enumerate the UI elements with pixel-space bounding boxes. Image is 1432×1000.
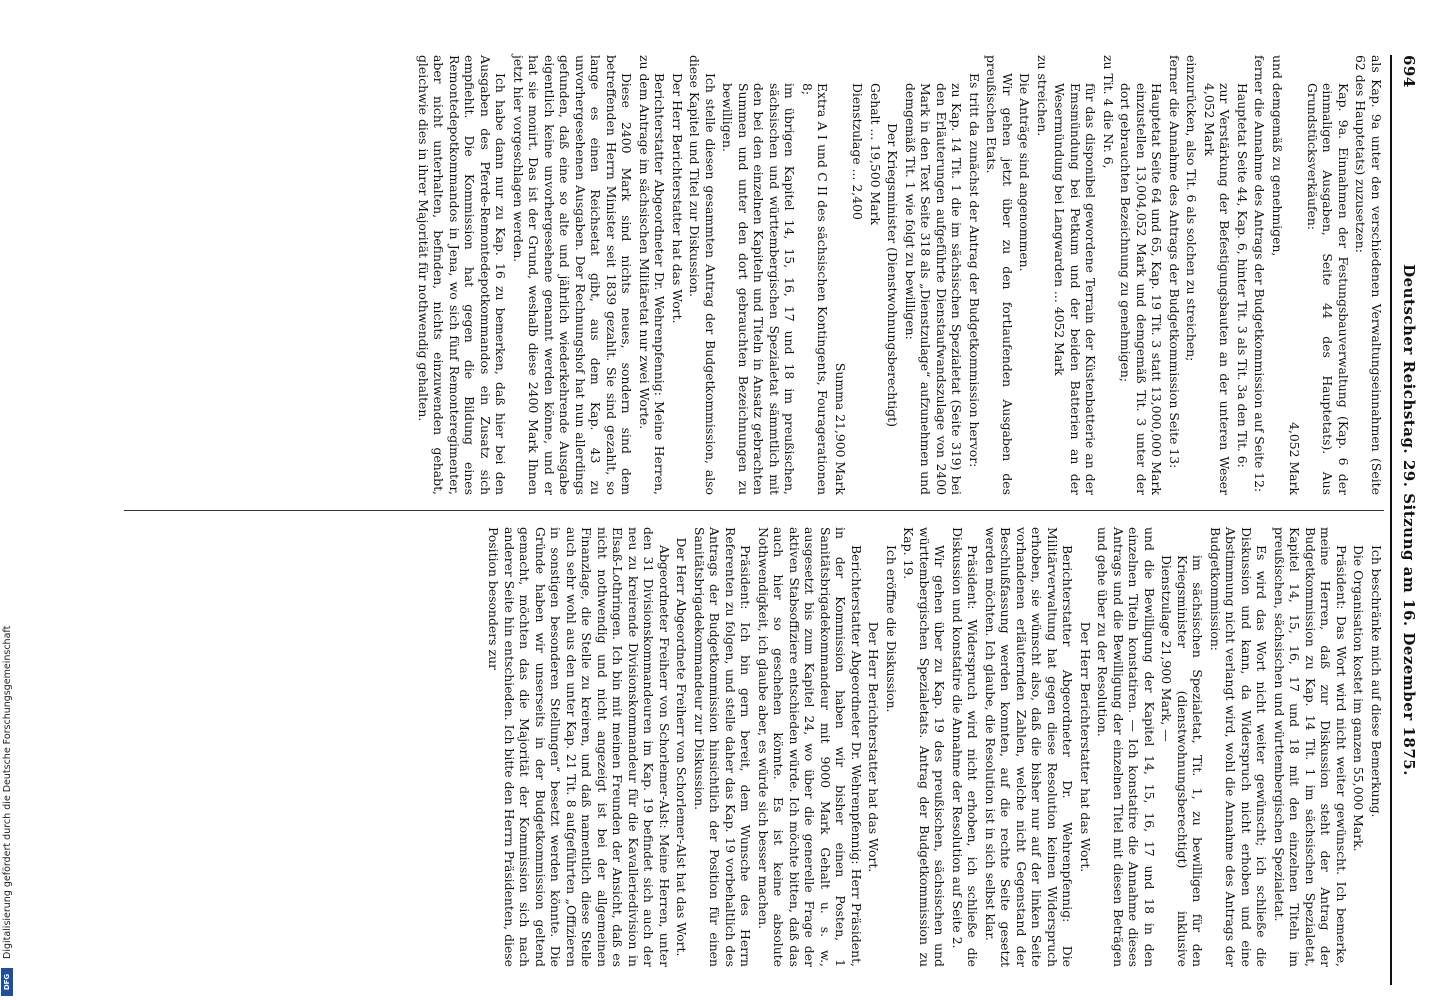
header-rule: [1390, 55, 1392, 985]
paragraph: Es wird das Wort nicht weiter gewünscht; ich schließe die Diskussion und kann, da Widerspruch nicht erhoben und eine Abstimmung nicht verlangt wird, wohl die Annahme des Antrags der Budgetkommission:: [1208, 527, 1270, 967]
sum-line: Dienstzulage ... 2,400: [850, 83, 866, 220]
funding-note: Digitalisierung gefördert durch die Deutsche Forschungsgemeinschaft: [2, 625, 13, 959]
paragraph: Präsident: Widerspruch wird nicht erhoben, ich schließe die Diskussion und konstatire die Annahme der Resolution auf Seite 2.: [950, 527, 981, 967]
paragraph: Der Kriegsminister (Dienstwohnungsberechtigt): [885, 123, 901, 427]
paragraph: Präsident: Das Wort wird nicht weiter gewünscht. Ich bemerke, meine Herren, daß zur Diskussion steht der Antrag der Budgetkommission zu Kap. 14 Tit. 1 im sächsischen Spezialetat, Kapitel 14, 15, 16, 17 und 18 mit den einzelnen Titeln im preußischen, sächsischen und württembergischen Spezialetat.: [1272, 527, 1349, 967]
rotated-page-content: [120, 55, 1420, 985]
paragraph: ferner die Annahme des Antrags der Budgetkommission Seite 13:: [1167, 55, 1182, 469]
paragraph: zu Tit. 4 die Nr. 6,: [1101, 55, 1116, 169]
paragraph: Extra A I und C II des sächsischen Kontingents, Fouragerationen 8;: [800, 83, 831, 495]
paragraph: zu Kap. 14 Tit. 1 die im sächsischen Spezialetat (Seite 319) bei den Erläuterungen aufgeführte Dienstaufwandszulage von 2400 Mark in den Text Seite 318 als „Dienstzulage“ aufzunehmen und demgemäß Tit. 1 wie folgt zu bewilligen:: [903, 83, 965, 495]
left-column: [414, 55, 1385, 495]
paragraph: Wir gehen über zu Kap. 19 des preußischen, sächsischen und württembergischen Spezialetats. Antrag der Budgetkommission zu Kap. 19.: [901, 527, 948, 967]
paragraph: Berichterstatter Abgeordneter Dr. Wehrenpfennig: Herr Präsident, in der Kommission haben wir bisher einen Posten, 1 Sanitätsbrigadekommandeur mit 9000 Mark Gehalt u. s. w., ausgesetzt bis zum Kapitel 24, wo über die generelle Frage der aktiven Stabsoffiziere entschieden würde. Ich möchte bitten, daß das auch hier so geschehen könnte. Es ist keine absolute Nothwendigkeit, ich glaube aber, es würde sich besser machen.: [756, 527, 864, 967]
page-number: 694: [1400, 55, 1418, 88]
paragraph: Diese 2400 Mark sind nichts neues, sondern sind dem betreffenden Herrn Minister seit 1839 gezahlt. Sie sind gezahlt, so lange es einen Reichsetat gibt, aus dem Kap. 43 zu unvorhergesehenen Ausgaben. Der Rechnungshof hat nun allerdings gefunden, daß eine so alte und jährlich wiederkehrende Ausgabe eigentlich keine unvorhergesehene genannt werden könne, und er hat sie monirt. Das ist der Grund, weshalb diese 2400 Mark Ihnen jetzt hier vorgeschlagen werden.: [511, 55, 635, 495]
paragraph: Ich habe dann nur zu Kap. 16 zu bemerken, daß hier bei den Ausgaben des Pferde-Remontedepotkommandos ein Zusatz sich empfiehlt. Die Kommission hat gegen die Bildung eines Remontedepotkommandos in Jena, wo sich fünf Remonteregimenter, aber nicht unterhalten, befinden, nichts einzuwenden gehabt, gleichwie dies in ihrer Majorität für nothwendig gehalten.: [416, 55, 509, 495]
paragraph: Ich stelle diesen gesammten Antrag der Budgetkommission, also diese Kapitel und Titel zur Diskussion.: [687, 55, 718, 495]
right-column: [484, 527, 1384, 967]
paragraph: Der Herr Berichterstatter hat das Wort.: [866, 621, 882, 873]
paragraph: und die Bewilligung der Kapitel 14, 15, 16, 17 und 18 in den einzelnen Titeln konstatiren. — Ich konstatire die Annahme dieses Antrags und die Bewilligung der einzelnen Titel mit diesen Beträgen und gehe über zu der Resolution.: [1095, 527, 1157, 967]
footer-bar: [0, 0, 14, 1000]
paragraph: Die Anträge sind angenommen.: [1017, 73, 1033, 272]
paragraph: Berichterstatter Abgeordneter Dr. Wehrenpfennig: Meine Herren, zu dem Antrage im sächsischen Militäretat nur zwei Worte.: [637, 55, 668, 495]
paragraph: im sächsischen Spezialetat, Tit. 1, zu bewilligen für den Kriegsminister (dienstwohnungsberechtigt) inklusive Dienstzulage 21,900 Mark, —: [1159, 555, 1206, 967]
paragraph: zu streichen.: [1035, 55, 1050, 137]
paragraph: ferner die Annahme des Antrags der Budgetkommission auf Seite 12:: [1252, 55, 1268, 493]
paragraph: Der Herr Berichterstatter hat das Wort.: [1078, 621, 1093, 873]
paragraph: als Kap. 9a unter den verschiedenen Verwaltungseinnahmen (Seite 62 des Hauptetats) zuzusetzen:: [1353, 55, 1384, 495]
sum-line: Gehalt ... 19,500 Mark: [868, 83, 883, 226]
paragraph: für das disponibel gewordene Terrain der Küstenbatterie an der Emsmündung bei Petkum und der beiden Batterien an der Wesermündung bei Langwarden ... 4052 Mark: [1052, 83, 1099, 495]
paragraph: Ich eröffne die Diskussion.: [884, 545, 899, 713]
paragraph: 4,052 Mark: [1287, 422, 1303, 495]
sum-total: Summa 21,900 Mark: [833, 362, 848, 495]
paragraph: Der Herr Abgeordnete Freiherr von Schorlemer-Alst hat das Wort.: [674, 537, 690, 957]
paragraph: im übrigen Kapitel 14, 15, 16, 17 und 18 im preußischen, sächsischen und württembergischen Spezialetat sämmtlich mit den bei den einzelnen Kapiteln und Titeln in Ansatz gebrachten Summen und unter den dort gebrauchten Bezeichnungen zu bewilligen.: [720, 83, 798, 495]
paragraph: einzurücken, also Tit. 6 als solchen zu streichen;: [1184, 55, 1200, 362]
paragraph: zur Verstärkung der Befestigungsbauten an der unteren Weser 4,052 Mark: [1202, 83, 1233, 495]
page-title: Deutscher Reichstag. 29. Sitzung am 16. Dezember 1875.: [1400, 264, 1418, 776]
paragraph: Präsident: Ich bin gern bereit, dem Wunsche des Herrn Referenten zu folgen, und stelle daher das Kap. 19 vorbehaltlich des Antrags der Budgetkommission hinsichtlich der Position für einen Sanitätsbrigadekommandeur zur Diskussion.: [692, 527, 754, 967]
paragraph: Der Herr Berichterstatter hat das Wort.: [670, 73, 685, 324]
paragraph: Abgeordneter Freiherr von Schorlemer-Alst: Meine Herren, unter den 31 Divisionskommandeuren im Kap. 19 befindet sich auch der neu zu kreirende Divisionskommandeur für die Kavalleriedivision in Elsaß-Lothringen. Ich bin mit meinen Freunden der Ansicht, daß es nicht nothwendig und nicht angezeigt ist bei der allgemeinen Finanzlage, die Stelle zu kreiren, und daß namentlich diese Stelle auch sehr wohl aus den unter Kap. 21 Tit. 8 aufgeführten „Offizieren in sonstigen besonderen Stellungen“ besetzt werden könnte. Die Gründe haben wir unserseits in der Budgetkommission geltend gemacht, möchten das die Majorität der Kommission sich nach anderer Seite hin entschieden. Ich bitte den Herrn Präsidenten, diese Position besonders zur: [486, 527, 672, 967]
paragraph: Berichterstatter Abgeordneter Dr. Wehrenpfennig: Die Militärverwaltung hat gegen diese Resolution keinen Widerspruch erhoben, sie wünscht also, daß die bisher nur auf der linken Seite vorhandenen erläuternden Zahlen, welche nicht Gegenstand der Beschlußfassung werden konnten, auf die rechte Seite gesetzt werden möchten. Ich glaube, die Resolution ist in sich selbst klar.: [983, 527, 1076, 967]
paragraph: Ich beschränke mich auf diese Bemerkung.: [1369, 545, 1384, 818]
paragraph: Kap. 9a. Einnahmen der Festungsbauverwaltung (Kap. 6 der einmaligen Ausgaben, Seite 44 des Hauptetats). Aus Grundstücksverkäufen:: [1305, 83, 1351, 495]
paragraph: Es tritt da zunächst der Antrag der Budgetkommission hervor:: [967, 73, 982, 468]
page-header: [1394, 55, 1420, 985]
paragraph: und demgemäß zu genehmigen,: [1270, 55, 1285, 257]
column-divider: [124, 510, 1384, 511]
paragraph: Die Organisation kostet im ganzen 55,000 Mark.: [1351, 545, 1367, 852]
paragraph: Wir gehen jetzt über zu den fortlaufenden Ausgaben des preußischen Etats.: [984, 55, 1015, 495]
paragraph: Hauptetat Seite 64 und 65, Kap. 19 Tit. 3 statt 13,000,000 Mark einzustellen 13,004,052 Mark und demgemäß Tit. 3 unter der dort gebrauchten Bezeichnung zu genehmigen;: [1118, 83, 1165, 495]
dfg-logo: DFG: [1, 968, 13, 996]
paragraph: Hauptetat Seite 44, Kap. 6, hinter Tit. 3 als Tit. 3a den Tit. 6:: [1235, 83, 1250, 468]
